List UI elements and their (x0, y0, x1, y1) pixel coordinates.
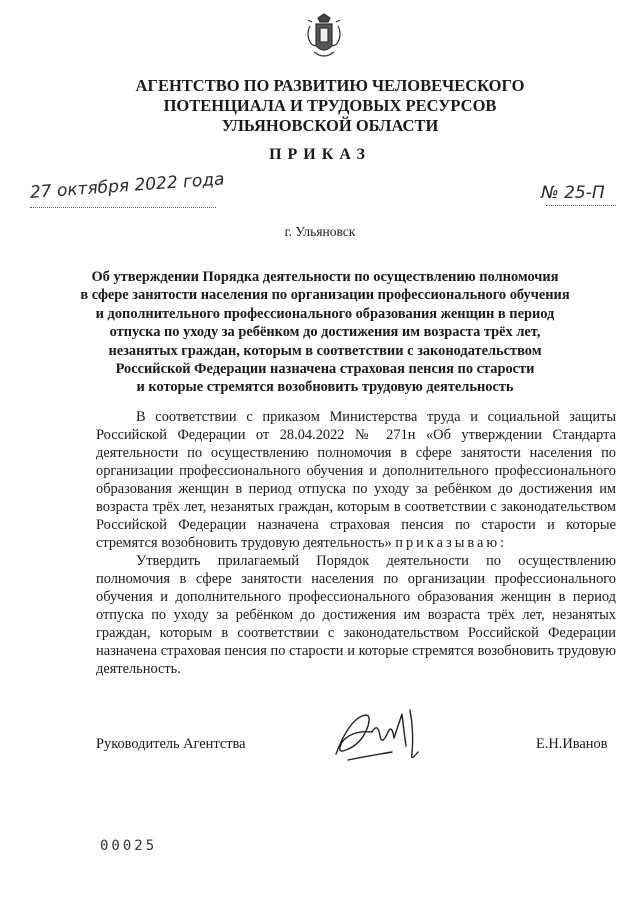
agency-line-1: АГЕНТСТВО ПО РАЗВИТИЮ ЧЕЛОВЕЧЕСКОГО (135, 76, 525, 95)
preamble-text: В соответствии с приказом Министерства труда и социальной защиты Российской Федерации от 28.04.2022 № 271н «Об утверждении Стандарта деятельности по осуществлению полномочия в сфере занятости населения по организации профессионального обучения и дополнительного профессионального образования женщин в период отпуска по уходу за ребёнком до достижения им возраста трёх лет, незанятых граждан, которым в соответствии с законодательством Российской Федерации назначена страховая пенсия по старости и которые стремятся возобновить трудовую деятельность» (96, 409, 616, 551)
signatory-name: Е.Н.Иванов (536, 736, 608, 752)
subject-line: и которые стремятся возобновить трудовую деятельность (136, 379, 514, 396)
resolution-paragraph: Утвердить прилагаемый Порядок деятельности по осуществлению полномочия в сфере занятости населения по организации профессионального обучения и дополнительного профессионального образования женщин в период отпуска по уходу за ребёнком до достижения им возраста трёх лет, незанятых граждан, которым в соответствии с законодательством Российской Федерации назначена страховая пенсия по старости и которые стремятся возобновить трудовую деятельность. (96, 553, 616, 677)
preamble-paragraph (96, 408, 616, 552)
handwritten-date: 27 октября 2022 года (29, 169, 226, 203)
signatory-position: Руководитель Агентства (96, 736, 246, 752)
order-subject (80, 268, 570, 397)
order-directive: приказываю: (395, 535, 508, 551)
subject-line: и дополнительного профессионального образования женщин в период (95, 305, 555, 322)
subject-line: Российской Федерации назначена страховая пенсия по старости (115, 361, 535, 378)
document-type-title: ПРИКАЗ (269, 146, 371, 163)
agency-name (90, 76, 570, 136)
city-label: г. Ульяновск (284, 224, 356, 239)
agency-line-3: УЛЬЯНОВСКОЙ ОБЛАСТИ (221, 116, 439, 135)
serial-number: 00025 (100, 838, 158, 854)
subject-line: незанятых граждан, которым в соответствии с законодательством (108, 342, 542, 359)
date-underline (30, 207, 216, 208)
subject-line: отпуска по уходу за ребёнком до достижения им возраста трёх лет, (109, 324, 541, 341)
signature-icon (328, 702, 438, 772)
order-body (96, 408, 616, 678)
number-underline (546, 205, 616, 206)
handwritten-order-number: № 25-П (541, 183, 605, 203)
coat-of-arms-icon (304, 12, 344, 62)
subject-line: в сфере занятости населения по организации профессионального обучения (80, 287, 570, 304)
agency-line-2: ПОТЕНЦИАЛА И ТРУДОВЫХ РЕСУРСОВ (163, 96, 497, 115)
subject-line: Об утверждении Порядка деятельности по осуществлению полномочия (91, 269, 559, 285)
